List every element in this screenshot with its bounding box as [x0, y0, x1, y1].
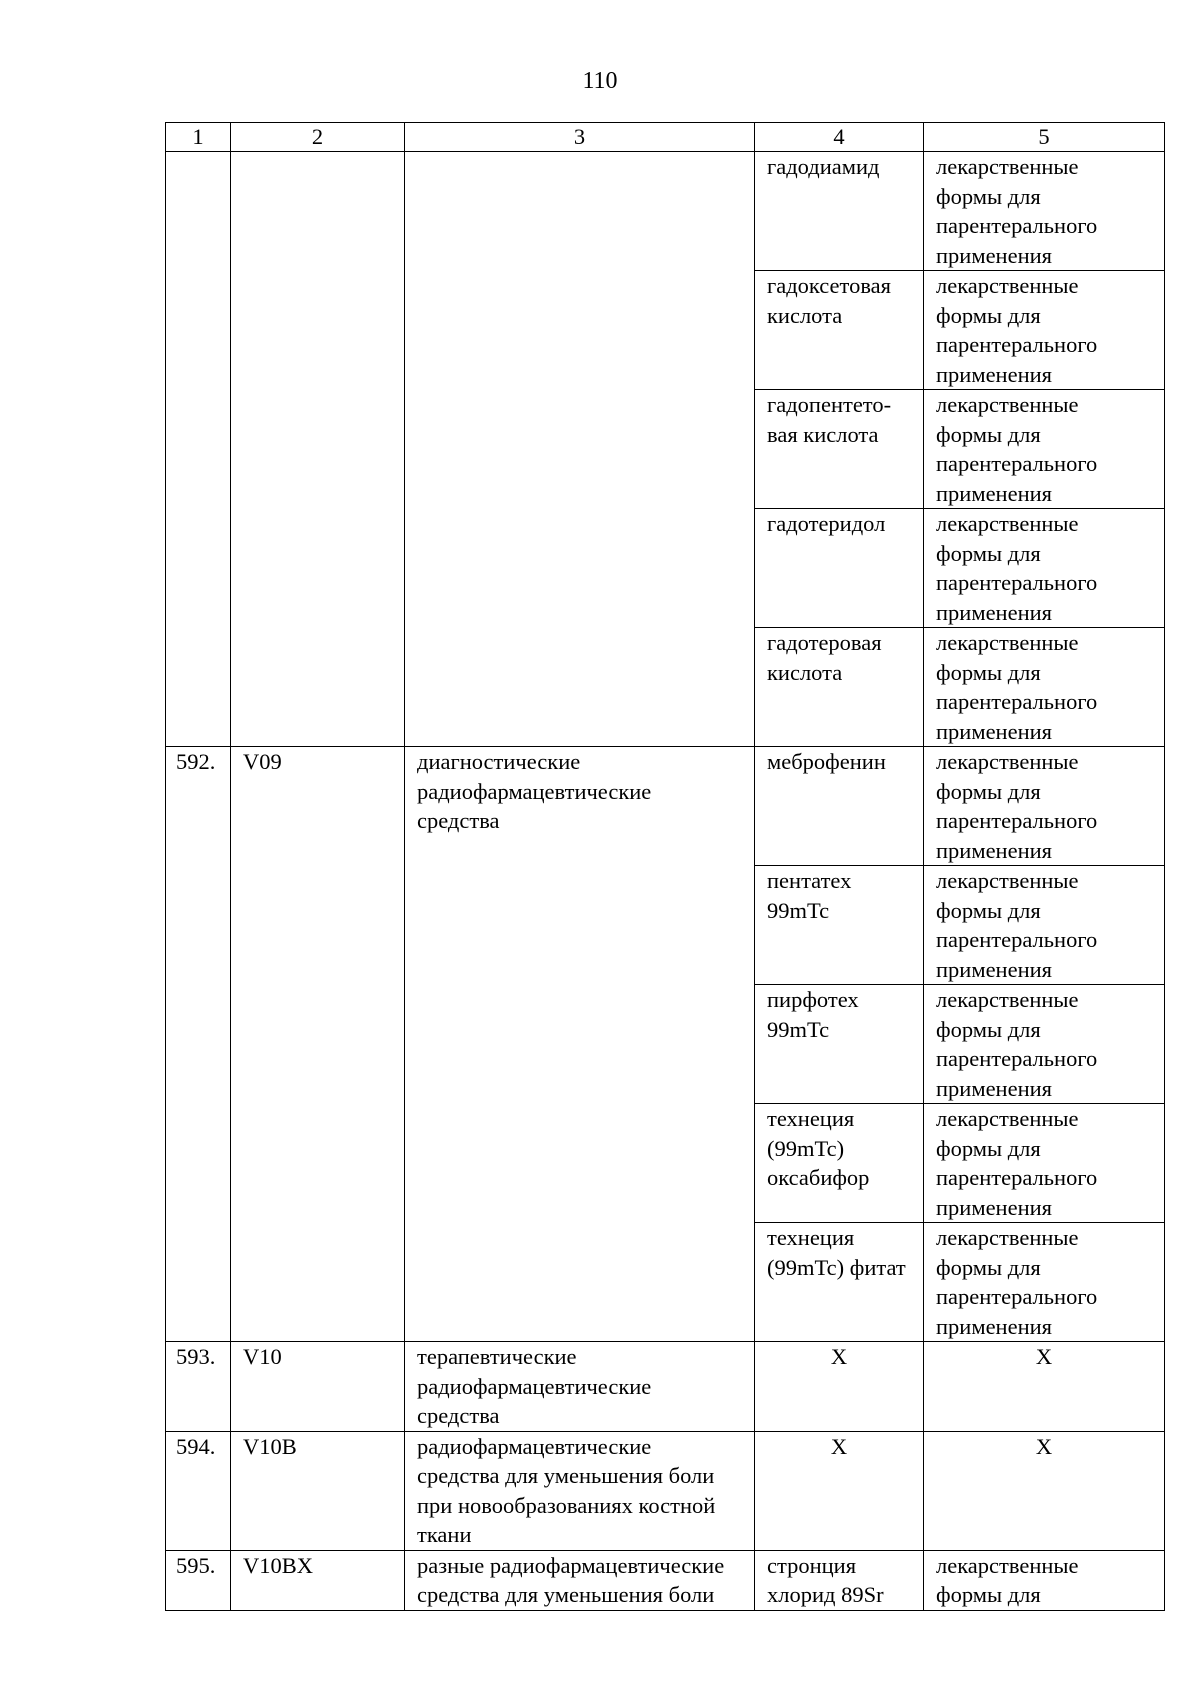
row-code-cell: V10BX: [231, 1550, 405, 1610]
row-name-cell: радиофармацевтические средства для уменьшения боли при новообразованиях костной ткани: [405, 1431, 755, 1550]
not-applicable-cell: Х: [755, 1342, 924, 1432]
form-cell: лекарственные формы для парентерального применения: [924, 747, 1165, 866]
table-row: [166, 1342, 1165, 1432]
substance-cell: пентатех 99mTc: [755, 866, 924, 985]
substance-cell: гадотеровая кислота: [755, 628, 924, 747]
table-row: [166, 747, 1165, 866]
header-cell-2: 2: [231, 123, 405, 152]
row-name-cell: диагностические радиофармацевтические средства: [405, 747, 755, 1342]
substance-cell: стронция хлорид 89Sr: [755, 1550, 924, 1610]
header-cell-5: 5: [924, 123, 1165, 152]
header-cell-1: 1: [166, 123, 231, 152]
row-number-cell: 592.: [166, 747, 231, 1342]
row-name-cell: разные радиофармацевтические средства для уменьшения боли: [405, 1550, 755, 1610]
not-applicable-cell: Х: [755, 1431, 924, 1550]
substance-cell: гадопентето- вая кислота: [755, 390, 924, 509]
page-number: 110: [582, 68, 618, 94]
not-applicable-cell: Х: [924, 1342, 1165, 1432]
form-cell: лекарственные формы для парентерального применения: [924, 152, 1165, 271]
form-cell: лекарственные формы для парентерального применения: [924, 1223, 1165, 1342]
row-number-cell: 594.: [166, 1431, 231, 1550]
table-row: [166, 1431, 1165, 1550]
table-row: [166, 152, 1165, 271]
row-code-cell: [231, 152, 405, 747]
table-header-row: [166, 123, 1165, 152]
substance-cell: технеция (99mTc) оксабифор: [755, 1104, 924, 1223]
substance-cell: меброфенин: [755, 747, 924, 866]
form-cell: лекарственные формы для парентерального применения: [924, 271, 1165, 390]
substance-cell: гадоксетовая кислота: [755, 271, 924, 390]
form-cell: лекарственные формы для: [924, 1550, 1165, 1610]
substance-cell: гадодиамид: [755, 152, 924, 271]
form-cell: лекарственные формы для парентерального применения: [924, 509, 1165, 628]
row-number-cell: 595.: [166, 1550, 231, 1610]
row-code-cell: V09: [231, 747, 405, 1342]
table-row: [166, 1550, 1165, 1610]
substance-cell: гадотеридол: [755, 509, 924, 628]
row-code-cell: V10: [231, 1342, 405, 1432]
header-cell-3: 3: [405, 123, 755, 152]
header-cell-4: 4: [755, 123, 924, 152]
form-cell: лекарственные формы для парентерального применения: [924, 1104, 1165, 1223]
row-code-cell: V10B: [231, 1431, 405, 1550]
row-number-cell: 593.: [166, 1342, 231, 1432]
substance-cell: пирфотех 99mTc: [755, 985, 924, 1104]
form-cell: лекарственные формы для парентерального применения: [924, 390, 1165, 509]
row-number-cell: [166, 152, 231, 747]
row-name-cell: терапевтические радиофармацевтические средства: [405, 1342, 755, 1432]
form-cell: лекарственные формы для парентерального применения: [924, 866, 1165, 985]
row-name-cell: [405, 152, 755, 747]
form-cell: лекарственные формы для парентерального применения: [924, 985, 1165, 1104]
drug-table: [165, 122, 1165, 1611]
not-applicable-cell: Х: [924, 1431, 1165, 1550]
substance-cell: технеция (99mTc) фитат: [755, 1223, 924, 1342]
form-cell: лекарственные формы для парентерального применения: [924, 628, 1165, 747]
